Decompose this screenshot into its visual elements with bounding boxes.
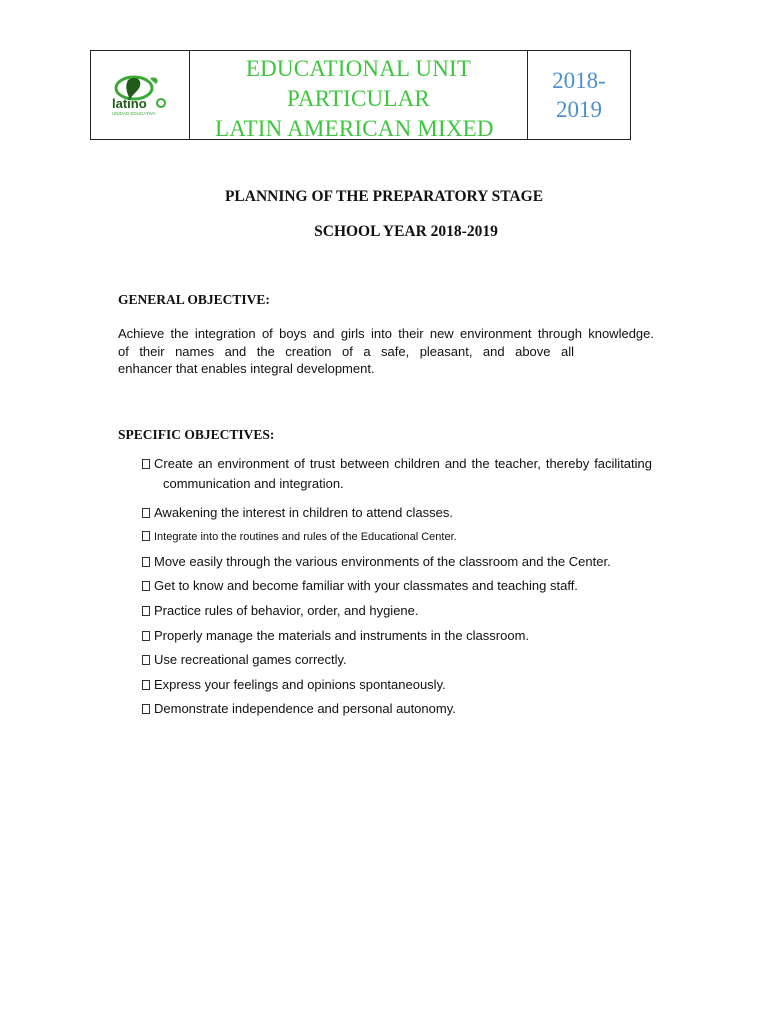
list-item-text: Express your feelings and opinions spontaneously. [154, 677, 446, 692]
list-item-text: Demonstrate independence and personal autonomy. [154, 701, 456, 716]
list-item-text: Properly manage the materials and instruments in the classroom. [154, 628, 530, 643]
logo-cell [91, 51, 190, 139]
list-item-text: Practice rules of behavior, order, and hygiene. [154, 603, 419, 618]
missing-glyph-box-icon [142, 508, 150, 518]
list-item [142, 456, 654, 504]
missing-glyph-box-icon [142, 557, 150, 567]
document-subheading: SCHOOL YEAR 2018-2019 [314, 223, 498, 240]
missing-glyph-box-icon [142, 631, 150, 641]
list-item [142, 701, 456, 716]
list-item [142, 578, 578, 593]
missing-glyph-box-icon [142, 531, 150, 541]
specific-objectives-list [142, 456, 654, 716]
specific-objectives-title: SPECIFIC OBJECTIVES: [118, 427, 275, 442]
list-item [142, 505, 453, 520]
list-item [142, 677, 446, 692]
list-item [142, 554, 611, 569]
year-line-2: 2019 [556, 97, 602, 122]
general-objective-text [118, 325, 654, 378]
school-title-cell [190, 51, 528, 139]
latino-logo-icon [110, 72, 170, 118]
missing-glyph-box-icon [142, 655, 150, 665]
school-title-line-2: PARTICULAR [287, 86, 430, 111]
svg-text:latino: latino [112, 96, 147, 111]
year-cell [528, 51, 630, 139]
missing-glyph-box-icon [142, 581, 150, 591]
general-objective-line-2: of their names and the creation of a safe, pleasant, and above all [118, 343, 574, 359]
list-item-text: Use recreational games correctly. [154, 652, 347, 667]
list-item [142, 531, 457, 543]
list-item-text: Get to know and become familiar with your classmates and teaching staff. [154, 578, 578, 593]
document-heading: PLANNING OF THE PREPARATORY STAGE [224, 188, 544, 205]
general-objective-line-1: Achieve the integration of boys and girls into their new environment through knowledge. [118, 326, 654, 341]
list-item [142, 603, 419, 618]
list-item-text: Create an environment of trust between children and the teacher, thereby facilitating [154, 456, 652, 471]
header-table [90, 50, 631, 140]
missing-glyph-box-icon [142, 459, 150, 469]
school-title-line-1: EDUCATIONAL UNIT [245, 56, 472, 81]
general-objective-line-3: enhancer that enables integral development. [118, 361, 375, 376]
list-item [142, 628, 529, 643]
missing-glyph-box-icon [142, 704, 150, 714]
list-item-text: Move easily through the various environments of the classroom and the Center. [154, 554, 611, 569]
svg-text:UNIDAD EDUCATIVA: UNIDAD EDUCATIVA [112, 111, 156, 116]
list-item [142, 652, 347, 667]
list-item-text: Awakening the interest in children to attend classes. [154, 505, 453, 520]
missing-glyph-box-icon [142, 606, 150, 616]
general-objective-title: GENERAL OBJECTIVE: [118, 292, 270, 307]
school-title-line-3: LATIN AMERICAN MIXED [215, 116, 494, 141]
year-line-1: 2018- [552, 68, 606, 93]
list-item-text: Integrate into the routines and rules of the Educational Center. [154, 531, 457, 543]
missing-glyph-box-icon [142, 680, 150, 690]
list-item-text-continued: communication and integration. [163, 476, 344, 491]
